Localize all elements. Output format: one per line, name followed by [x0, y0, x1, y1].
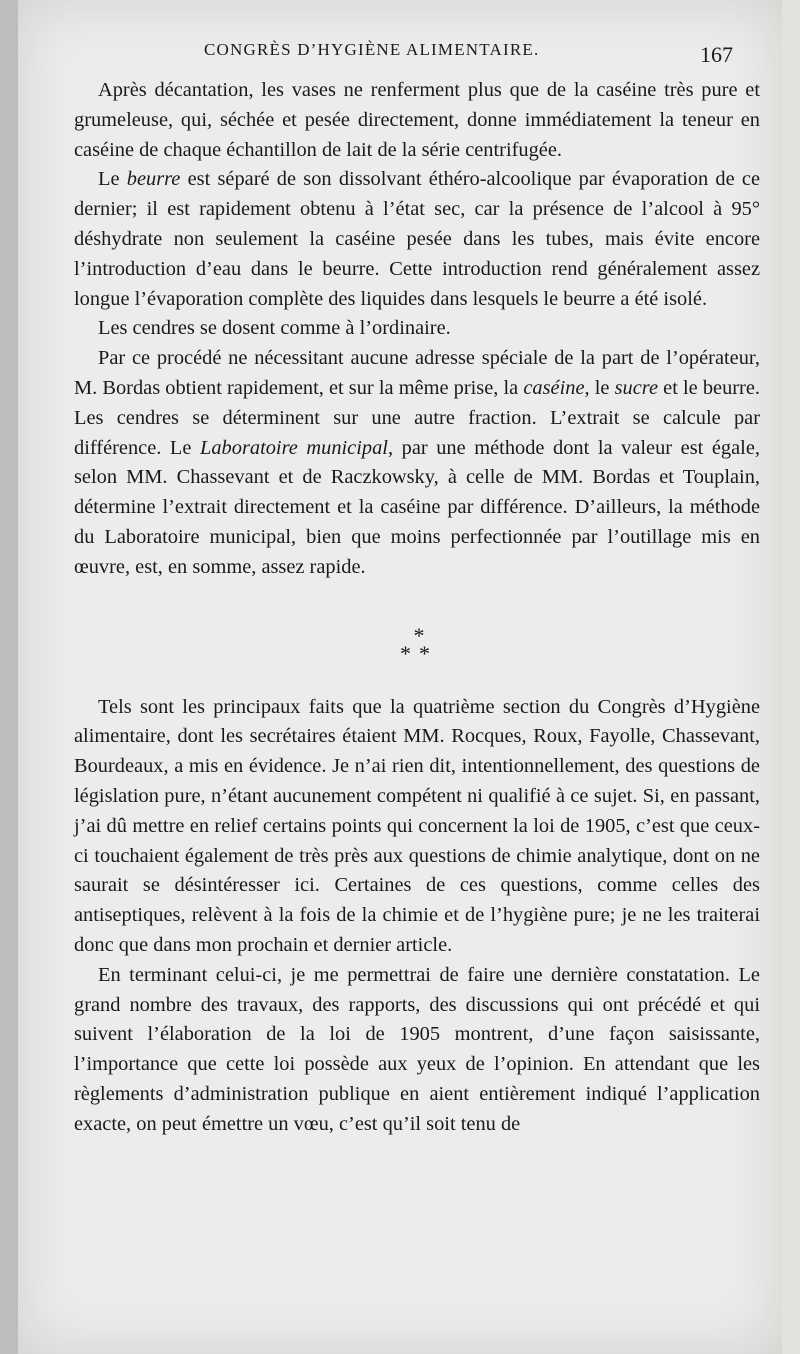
text-run: Le: [98, 168, 127, 191]
paragraph-ashes: Les cendres se dosent comme à l’ordinaire.: [98, 317, 451, 340]
running-title: CONGRÈS D’HYGIÈNE ALIMENTAIRE.: [204, 40, 540, 59]
text-run: Par ce procédé ne nécessitant aucune adresse spéciale de la part de l’opérateur, M. Bordas obtient rapidement, et sur la même prise, la: [74, 347, 760, 399]
italic-term-caseine: caséine: [523, 376, 585, 399]
section-asterism: [74, 622, 760, 666]
italic-term-laboratoire: Laboratoire municipal: [200, 436, 388, 459]
italic-term-sucre: sucre: [614, 376, 659, 399]
paragraph-summary: Tels sont les principaux faits que la quatrième section du Congrès d’Hygiène alimentaire, dont les secrétaires étaient MM. Rocques, Roux, Fayolle, Chassevant, Bourdeaux, a mis en évidence. Je n’ai rien dit, intentionnellement, des questions de législation pure, n’étant aucunement compétent ni qualifié à ce sujet. Si, en passant, j’ai dû mettre en relief certains points qui concernent la loi de 1905, c’est que ceux-ci touchaient également de très près aux questions de chimie analytique, dont on ne saurait se désintéresser ici. Certaines de ces questions, comme celles des antiseptiques, relèvent à la fois de la chimie et de l’hygiène pure; je ne les traiterai donc que dans mon prochain et dernier article.: [74, 695, 760, 956]
book-page: [18, 0, 782, 1354]
text-run: et le beurre. Les cendres se déterminent sur une autre fraction. L’extrait se calcule par différence. Le: [74, 376, 760, 459]
page-body: [74, 76, 760, 1140]
paragraph-bordas-method: [74, 344, 760, 582]
paragraph-casein-decantation: Après décantation, les vases ne renferment plus que de la caséine très pure et grumeleuse, qui, séchée et pesée directement, donne immédiatement la teneur en caséine de chaque échantillon de lait de la série centrifugée.: [74, 79, 760, 161]
page-number: 167: [700, 42, 733, 67]
asterism-top: *: [413, 622, 425, 648]
text-run: est séparé de son dissolvant éthéro-alcoolique par évaporation de ce dernier; il est rapidement obtenu à l’état sec, car la présence de l’alcool à 95° déshydrate non seulement la caséine pesée dans les tubes, mais évite encore l’introduction d’eau dans le beurre. Cette introduction rend généralement assez longue l’évaporation complète des liquides dans lesquels le beurre a été isolé.: [74, 168, 761, 310]
asterism-bottom: **: [400, 640, 438, 666]
paragraph-conclusion: En terminant celui-ci, je me permettrai de faire une dernière constatation. Le grand nombre des travaux, des rapports, des discussions qui ont précédé et qui suivent l’élaboration de la loi de 1905 montrent, d’une façon saisissante, l’importance que cette loi possède aux yeux de l’opinion. En attendant que les règlements d’administration publique en aient entièrement indiqué l’application exacte, on peut émettre un vœu, c’est qu’il soit tenu de: [74, 963, 760, 1135]
text-run: , par une méthode dont la valeur est égale, selon MM. Chassevant et de Raczkowsky, à celle de MM. Bordas et Touplain, détermine l’extrait directement et la caséine par différence. D’ailleurs, la méthode du Laboratoire municipal, bien que moins perfectionnée par l’outillage mis en œuvre, est, en somme, assez rapide.: [74, 436, 760, 578]
text-run: , le: [584, 376, 615, 399]
italic-term-beurre: beurre: [126, 168, 181, 191]
page-edge-shadow: [782, 0, 800, 1354]
paragraph-butter: [74, 165, 760, 314]
